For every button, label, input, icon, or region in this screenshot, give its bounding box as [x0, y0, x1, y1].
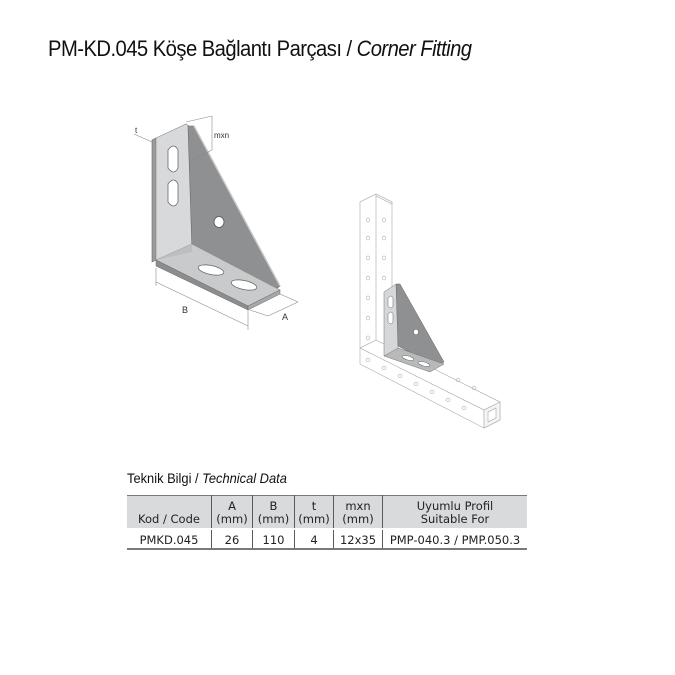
product-name-tr: Köşe Bağlantı Parçası: [152, 36, 342, 61]
product-name-en: Corner Fitting: [356, 36, 472, 61]
title-separator: /: [341, 36, 357, 61]
col-mxn: mxn (mm): [334, 496, 383, 530]
col-a: A (mm): [212, 496, 253, 530]
cell-code: PMKD.045: [127, 529, 212, 549]
technical-data-table: [127, 495, 527, 550]
bracket-dimension-drawing: [120, 110, 310, 330]
heading-tr: Teknik Bilgi: [127, 470, 192, 486]
svg-text:B: B: [182, 305, 189, 315]
cell-b: 110: [253, 529, 295, 549]
page-title: [48, 36, 472, 62]
svg-text:A: A: [282, 312, 289, 322]
cell-suitable-for: PMP-040.3 / PMP.050.3: [383, 529, 528, 549]
table-row: [127, 529, 527, 549]
heading-en: Technical Data: [202, 470, 287, 486]
col-b: B (mm): [253, 496, 295, 530]
svg-text:t: t: [135, 126, 138, 135]
product-code: PM-KD.045: [48, 36, 148, 61]
col-t: t (mm): [295, 496, 334, 530]
technical-data-heading: [127, 470, 287, 486]
cell-mxn: 12x35: [334, 529, 383, 549]
col-suitable-for: Uyumlu Profil Suitable For: [383, 496, 528, 530]
table-header-row: [127, 496, 527, 530]
assembly-drawing: [340, 180, 510, 430]
svg-text:mxn: mxn: [214, 131, 230, 140]
col-code: Kod / Code: [127, 496, 212, 530]
cell-a: 26: [212, 529, 253, 549]
heading-separator: /: [191, 470, 203, 486]
cell-t: 4: [295, 529, 334, 549]
